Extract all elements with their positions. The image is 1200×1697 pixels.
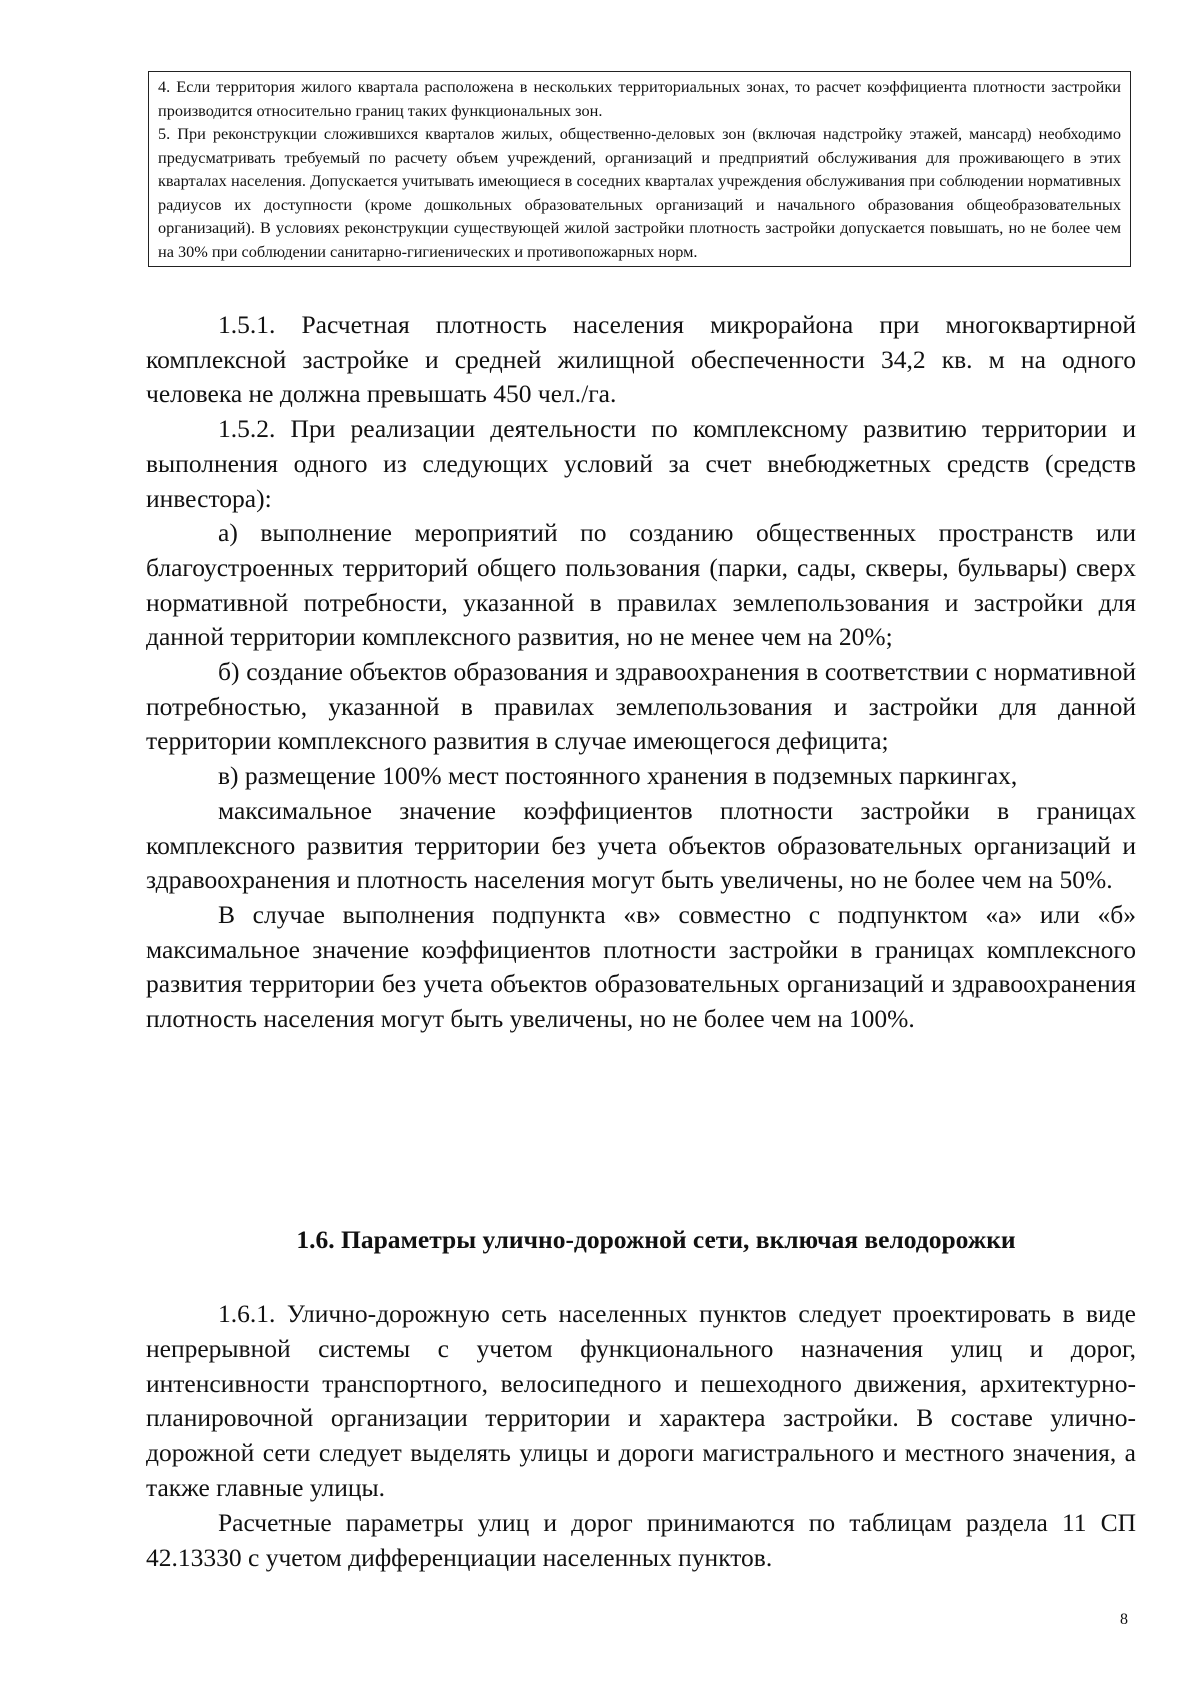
list-item-a: а) выполнение мероприятий по созданию общественных пространств или благоустроенных территорий общего пользования (парки, сады, скверы, бульвары) сверх нормативной потребности, указанной в правилах землепользования и застройки для данной территории комплексного развития, но не менее чем на 20%; <box>146 518 1136 652</box>
section-1-5-body <box>146 308 1136 1037</box>
paragraph-1-5-2: 1.5.2. При реализации деятельности по комплексному развитию территории и выполнения одного из следующих условий за счет внебюджетных средств (средств инвестора): <box>146 414 1136 513</box>
paragraph-max-100: В случае выполнения подпункта «в» совместно с подпунктом «а» или «б» максимальное значение коэффициентов плотности застройки в границах комплексного развития территории без учета объектов образовательных организаций и здравоохранения плотность населения могут быть увеличены, но не более чем на 100%. <box>146 899 1136 1034</box>
page-number: 8 <box>1120 1611 1128 1628</box>
section-heading-1-6: 1.6. Параметры улично-дорожной сети, включая велодорожки <box>296 1225 1016 1254</box>
section-1-6-body <box>146 1297 1136 1575</box>
paragraph-street-params: Расчетные параметры улиц и дорог принимаются по таблицам раздела 11 СП 42.13330 с учетом дифференциации населенных пунктов. <box>146 1507 1136 1572</box>
list-item-v: в) размещение 100% мест постоянного хранения в подземных паркингах, <box>218 761 1018 791</box>
paragraph-max-50: максимальное значение коэффициентов плотности застройки в границах комплексного развития территории без учета объектов образовательных организаций и здравоохранения и плотность населения могут быть увеличены, но не более чем на 50%. <box>146 795 1136 895</box>
paragraph-1-5-1: 1.5.1. Расчетная плотность населения микрорайона при многоквартирной комплексной застройке и средней жилищной обеспеченности 34,2 кв. м на одного человека не должна превышать 450 чел./га. <box>146 310 1136 409</box>
notes-box <box>148 71 1131 267</box>
list-item-b: б) создание объектов образования и здравоохранения в соответствии с нормативной потребностью, указанной в правилах землепользования и застройки для данной территории комплексного развития в случае имеющегося дефицита; <box>146 657 1136 756</box>
note-item-5: 5. При реконструкции сложившихся кварталов жилых, общественно-деловых зон (включая надстройку этажей, мансард) необходимо предусматривать требуемый по расчету объем учреждений, организаций и предприятий обслуживания для проживающего в этих кварталах населения. Допускается учитывать имеющиеся в соседних кварталах учреждения обслуживания при соблюдении нормативных радиусов их доступности (кроме дошкольных образовательных организаций и начального образования общеобразовательных организаций). В условиях реконструкции существующей жилой застройки плотность застройки допускается повышать, но не более чем на 30% при соблюдении санитарно-гигиенических и противопожарных норм. <box>158 124 1121 261</box>
note-item-4: 4. Если территория жилого квартала расположена в нескольких территориальных зонах, то расчет коэффициента плотности застройки производится относительно границ таких функциональных зон. <box>158 77 1121 120</box>
paragraph-1-6-1: 1.6.1. Улично-дорожную сеть населенных пунктов следует проектировать в виде непрерывной системы с учетом функционального назначения улиц и дорог, интенсивности транспортного, велосипедного и пешеходного движения, архитектурно-планировочной организации территории и характера застройки. В составе улично-дорожной сети следует выделять улицы и дороги магистрального и местного значения, а также главные улицы. <box>146 1299 1136 1502</box>
